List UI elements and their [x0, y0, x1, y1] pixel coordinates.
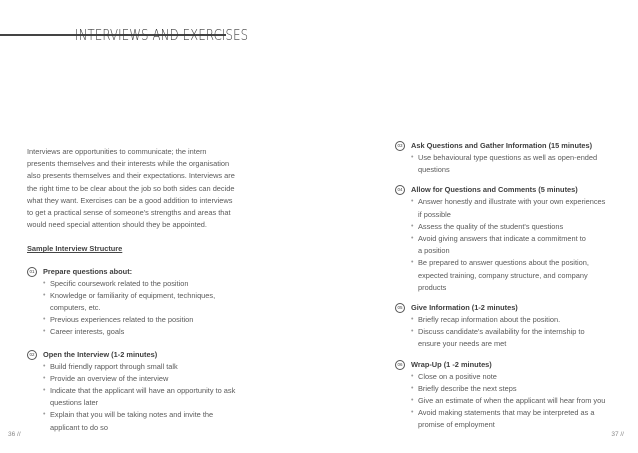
step-number-badge: 05 — [395, 303, 405, 313]
list-item — [43, 409, 242, 433]
list-item-text: ensure your needs are met — [418, 339, 507, 349]
list-item-text: • Discuss candidate's availability for the internship to — [418, 327, 585, 337]
list-item — [411, 196, 625, 220]
list-item — [43, 326, 242, 338]
interview-step — [395, 184, 625, 294]
list-item — [411, 371, 625, 383]
step-number-badge: 04 — [395, 185, 405, 195]
step-list — [411, 371, 625, 432]
intro-paragraph — [27, 146, 242, 231]
list-item — [411, 152, 625, 176]
list-item-text: • Indicate that the applicant will have an opportunity to ask — [50, 386, 236, 396]
list-item-text: • Use behavioural type questions as well as open-ended — [418, 153, 598, 162]
list-item — [411, 221, 625, 233]
list-item — [411, 326, 625, 350]
list-item — [411, 407, 625, 431]
intro-line: to get a practical sense of someone's strengths and areas that — [27, 208, 231, 218]
list-item-text: • Avoid giving answers that indicate a commitment to — [418, 234, 586, 244]
list-item-text: • Previous experiences related to the position — [50, 315, 194, 325]
interview-step — [27, 266, 242, 339]
list-item-text: • Provide an overview of the interview — [50, 373, 169, 383]
step-list — [411, 196, 625, 294]
list-item-text: • Briefly describe the next steps — [418, 383, 517, 393]
list-item-text: • Explain that you will be taking notes and invite the — [50, 410, 214, 420]
step-title: Give Information (1-2 minutes) — [411, 302, 518, 312]
intro-line: would need special attention should they be appointed. — [27, 220, 207, 230]
list-item-text: • Knowledge or familiarity of equipment, techniques, — [50, 290, 216, 300]
step-number-badge: 06 — [395, 360, 405, 370]
list-item-text: • Avoid making statements that may be interpreted as a — [418, 408, 595, 418]
list-item — [411, 383, 625, 395]
step-title: Prepare questions about: — [43, 266, 133, 276]
list-item-text: questions later — [50, 398, 99, 408]
list-item — [43, 314, 242, 326]
interview-step — [395, 302, 625, 351]
list-item — [43, 361, 242, 373]
intro-line: what they want. Exercises can be a good addition to interviews — [27, 195, 233, 205]
step-header — [395, 359, 625, 371]
step-title: Ask Questions and Gather Information (15 minutes) — [411, 140, 593, 150]
list-item — [43, 385, 242, 409]
list-item — [43, 373, 242, 385]
list-item-text: • Assess the quality of the student's questions — [418, 221, 564, 231]
list-item — [411, 395, 625, 407]
list-item — [43, 278, 242, 290]
list-item-text: questions — [418, 165, 450, 175]
list-item-text: • Specific coursework related to the position — [50, 278, 189, 288]
list-item-text: • Close on a positive note — [418, 371, 497, 381]
list-item-text: products — [418, 282, 447, 292]
step-header — [395, 184, 625, 196]
step-title: Open the Interview (1-2 minutes) — [43, 349, 158, 359]
page-number-right: 37 // — [611, 431, 624, 438]
sample-structure-heading: Sample Interview Structure — [27, 244, 123, 254]
step-header — [395, 140, 625, 152]
intro-line: also presents themselves and their expectations. Interviews are — [27, 171, 235, 181]
list-item-text: promise of employment — [418, 420, 495, 430]
list-item-text: applicant to do so — [50, 422, 108, 432]
list-item — [411, 257, 625, 294]
list-item-text: • Career interests, goals — [50, 327, 125, 337]
step-number-badge: 02 — [27, 350, 37, 360]
page-title: INTERVIEWS AND EXERCISES — [75, 26, 249, 44]
list-item-text: • Build friendly rapport through small talk — [50, 361, 178, 371]
intro-line: the right time to be clear about the job so both sides can decide — [27, 183, 235, 193]
step-header — [27, 349, 242, 361]
list-item-text: • Be prepared to answer questions about the position, — [418, 258, 589, 268]
list-item — [411, 314, 625, 326]
step-header — [27, 266, 242, 278]
interview-step — [395, 140, 625, 176]
list-item-text: if possible — [418, 209, 451, 219]
list-item — [411, 233, 625, 257]
right-page-column — [395, 140, 625, 432]
left-page-column — [27, 146, 242, 434]
step-list — [411, 314, 625, 351]
intro-line: Interviews are opportunities to communicate; the intern — [27, 147, 207, 156]
step-list — [43, 361, 242, 434]
list-item-text: • Give an estimate of when the applicant will hear from you — [418, 396, 606, 406]
right-sections — [395, 140, 625, 432]
step-list — [43, 278, 242, 339]
step-number-badge: 01 — [27, 267, 37, 277]
step-list — [411, 152, 625, 176]
step-title: Wrap-Up (1 -2 minutes) — [411, 359, 492, 369]
list-item-text: expected training, company structure, and company — [418, 270, 588, 280]
step-title: Allow for Questions and Comments (5 minutes) — [411, 185, 578, 195]
step-number-badge: 03 — [395, 141, 405, 151]
list-item — [43, 290, 242, 314]
intro-line: presents themselves and their interests while the organisation — [27, 159, 230, 169]
list-item-text: • Briefly recap information about the position. — [418, 315, 561, 325]
step-header — [395, 302, 625, 314]
list-item-text: computers, etc. — [50, 303, 101, 313]
interview-step — [395, 359, 625, 432]
left-sections — [27, 266, 242, 434]
interview-step — [27, 349, 242, 434]
page-number-left: 36 // — [8, 431, 21, 438]
list-item-text: a position — [418, 246, 450, 256]
list-item-text: • Answer honestly and illustrate with your own experiences — [418, 197, 606, 207]
